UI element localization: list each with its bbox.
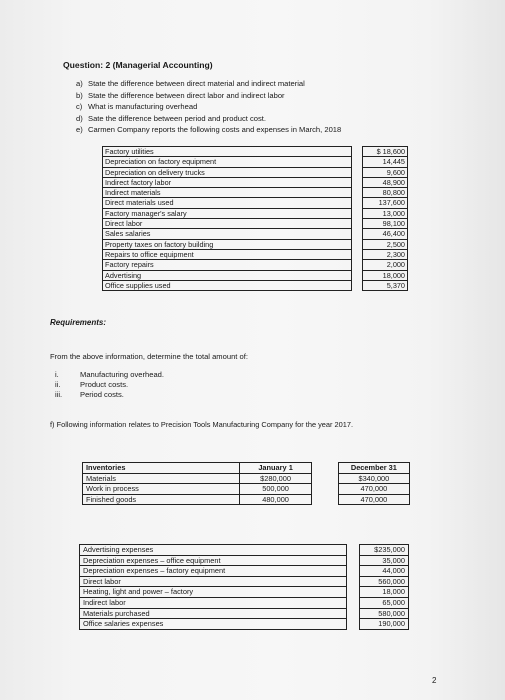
december-value: $340,000 [338, 473, 409, 484]
january-value: $280,000 [240, 473, 311, 484]
sub-question: d) Sate the difference between period and product cost. [76, 113, 267, 123]
table-row [103, 188, 408, 198]
table-row [103, 239, 408, 249]
cost-item: Factory utilities [103, 147, 352, 157]
cost-amount: 13,000 [363, 208, 408, 218]
question-title: Question: 2 (Managerial Accounting) [63, 60, 213, 70]
cost-item: Advertising [103, 270, 352, 280]
sub-question: b) State the difference between direct labor and indirect labor [76, 90, 285, 100]
cost-amount: 65,000 [360, 597, 409, 608]
cost-item: Depreciation expenses – factory equipment [80, 566, 347, 577]
cost-item: Heating, light and power – factory [80, 587, 347, 598]
table-row [103, 157, 408, 167]
cost-amount: 9,600 [363, 167, 408, 177]
cost-amount: 190,000 [360, 619, 409, 630]
table-row [103, 167, 408, 177]
cost-item: Property taxes on factory building [103, 239, 352, 249]
table-row [103, 198, 408, 208]
cost-item: Direct labor [103, 219, 352, 229]
cost-amount: 580,000 [360, 608, 409, 619]
table-row [103, 260, 408, 270]
inventory-name: Materials [83, 473, 240, 484]
cost-item: Depreciation on delivery trucks [103, 167, 352, 177]
table-row [80, 576, 409, 587]
requirements-list [55, 370, 164, 400]
table-row [83, 473, 410, 484]
cost-amount: 2,300 [363, 249, 408, 259]
cost-amount: 98,100 [363, 219, 408, 229]
cost-amount: 137,600 [363, 198, 408, 208]
december-value: 470,000 [338, 494, 409, 505]
cost-item: Office salaries expenses [80, 619, 347, 630]
cost-item: Indirect factory labor [103, 177, 352, 187]
cost-amount: $ 18,600 [363, 147, 408, 157]
carmen-costs-table [102, 146, 408, 291]
sub-question: c) What is manufacturing overhead [76, 102, 198, 112]
cost-item: Indirect materials [103, 188, 352, 198]
cost-amount: 2,500 [363, 239, 408, 249]
table-row [103, 177, 408, 187]
table-row [80, 545, 409, 556]
inventory-name: Finished goods [83, 494, 240, 505]
table-row [103, 147, 408, 157]
january-value: 480,000 [240, 494, 311, 505]
table-row [83, 484, 410, 495]
cost-amount: 5,370 [363, 280, 408, 290]
table-row [103, 229, 408, 239]
cost-amount: 18,000 [360, 587, 409, 598]
inventory-name: Work in process [83, 484, 240, 495]
cost-item: Direct labor [80, 576, 347, 587]
cost-item: Advertising expenses [80, 545, 347, 556]
requirement-item: iii. Period costs. [55, 390, 124, 399]
table-row [80, 608, 409, 619]
cost-item: Office supplies used [103, 280, 352, 290]
december-value: 470,000 [338, 484, 409, 495]
cost-item: Factory manager's salary [103, 208, 352, 218]
table-row [103, 219, 408, 229]
cost-item: Indirect labor [80, 597, 347, 608]
table-row [80, 597, 409, 608]
table-row [103, 280, 408, 290]
table-header-row [83, 463, 410, 474]
sub-question: e) Carmen Company reports the following costs and expenses in March, 2018 [76, 125, 342, 135]
requirement-item: ii. Product costs. [55, 380, 129, 389]
table-row [103, 270, 408, 280]
table-row [80, 619, 409, 630]
table-row [83, 494, 410, 505]
question-f-intro: f) Following information relates to Precision Tools Manufacturing Company for the year 2017. [50, 420, 354, 429]
cost-item: Repairs to office equipment [103, 249, 352, 259]
cost-amount: 2,000 [363, 260, 408, 270]
table-row [80, 566, 409, 577]
cost-amount: 80,800 [363, 188, 408, 198]
cost-amount: 48,900 [363, 177, 408, 187]
header-cell: January 1 [240, 463, 311, 474]
cost-item: Materials purchased [80, 608, 347, 619]
sub-question-list [76, 78, 341, 136]
cost-item: Sales salaries [103, 229, 352, 239]
january-value: 500,000 [240, 484, 311, 495]
table-row [103, 249, 408, 259]
page-number: 2 [432, 676, 437, 685]
precision-costs-table [79, 544, 409, 630]
sub-question: a) State the difference between direct material and indirect material [76, 79, 305, 88]
header-cell: December 31 [338, 463, 409, 474]
table-row [80, 555, 409, 566]
header-cell: Inventories [83, 463, 240, 474]
requirements-heading: Requirements: [50, 318, 107, 327]
inventories-table [82, 462, 410, 505]
requirements-intro: From the above information, determine the total amount of: [50, 352, 248, 361]
cost-item: Depreciation on factory equipment [103, 157, 352, 167]
cost-item: Depreciation expenses – office equipment [80, 555, 347, 566]
cost-amount: 18,000 [363, 270, 408, 280]
cost-amount: 46,400 [363, 229, 408, 239]
cost-amount: 14,445 [363, 157, 408, 167]
cost-item: Direct materials used [103, 198, 352, 208]
table-row [103, 208, 408, 218]
cost-amount: 44,000 [360, 566, 409, 577]
requirement-item: i. Manufacturing overhead. [55, 370, 165, 379]
cost-amount: $235,000 [360, 545, 409, 556]
table-row [80, 587, 409, 598]
cost-item: Factory repairs [103, 260, 352, 270]
cost-amount: 35,000 [360, 555, 409, 566]
cost-amount: 560,000 [360, 576, 409, 587]
